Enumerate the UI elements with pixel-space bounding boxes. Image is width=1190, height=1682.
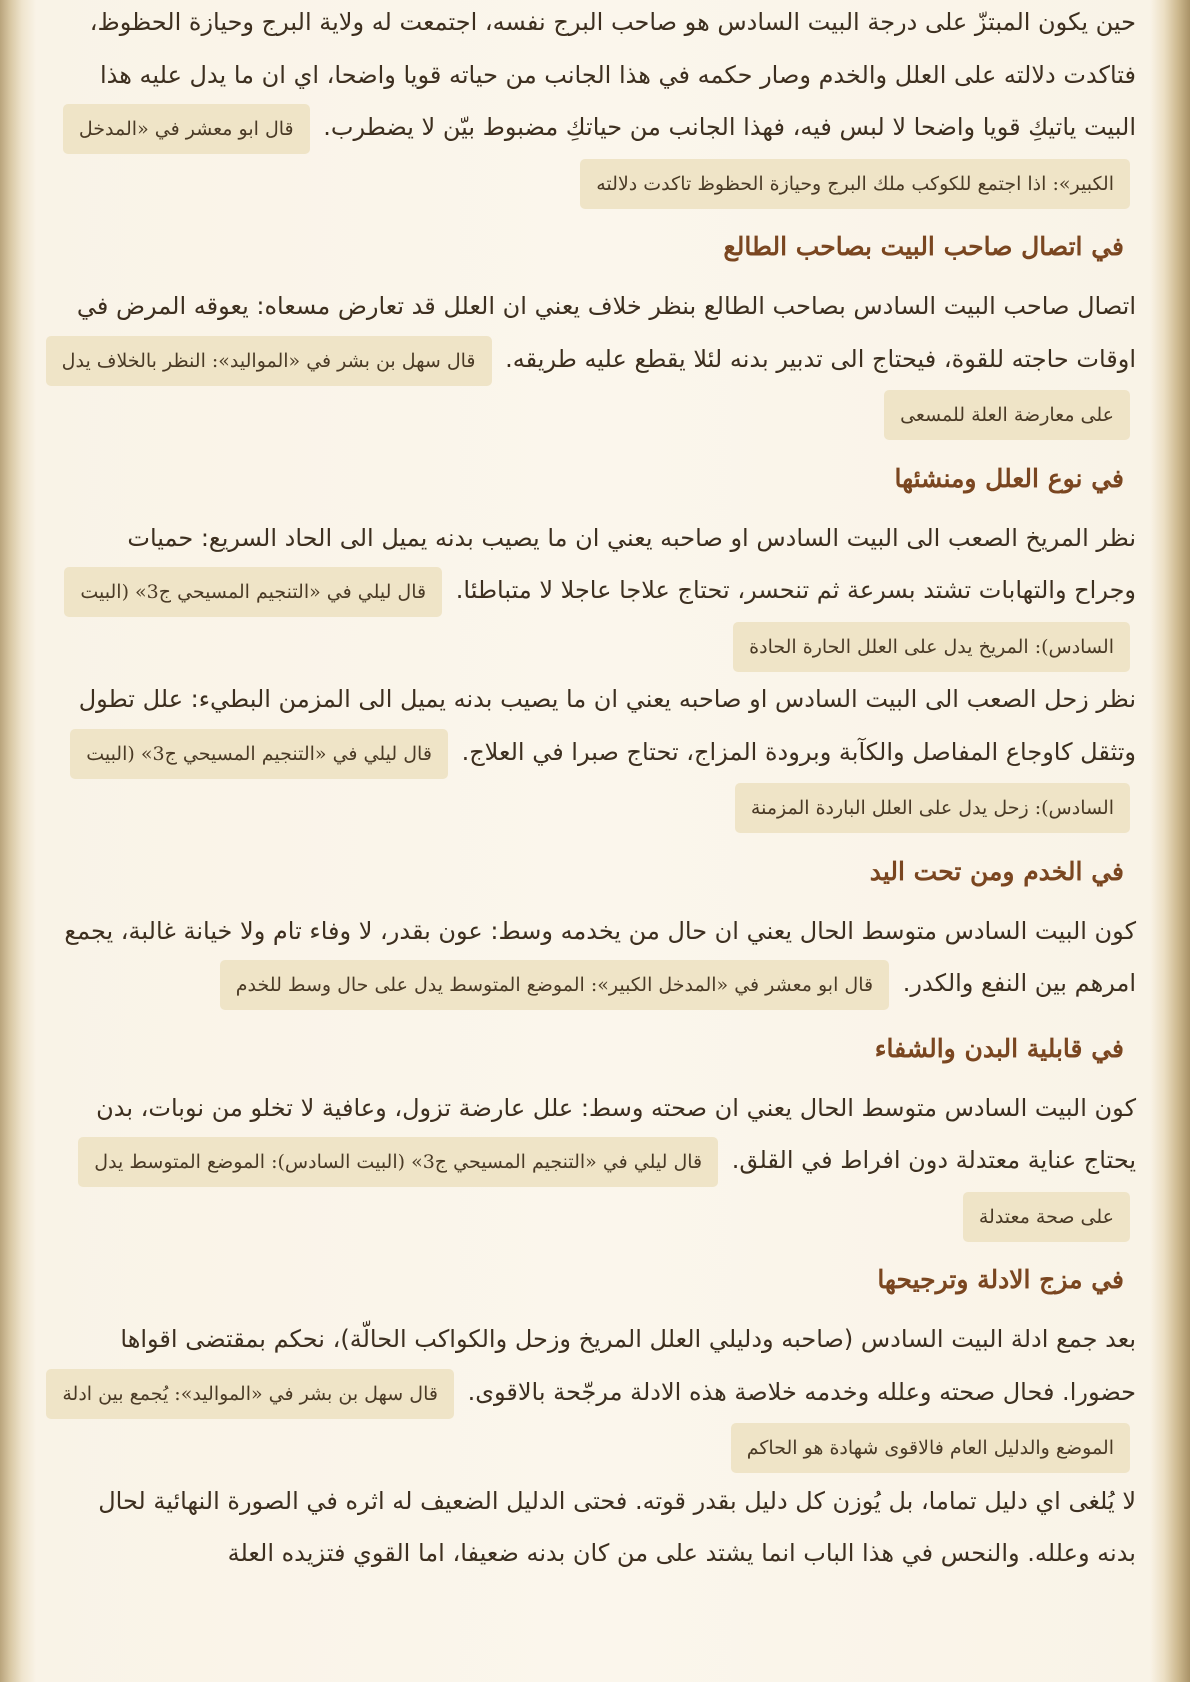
- paragraph-text: نظر زحل الصعب الى البيت السادس او صاحبه يعني ان ما يصيب بدنه يميل الى المزمن البطيء: علل تطول وتثقل كاوجاع المفاصل والكآبة وبرودة المزاج، تحتاج صبرا في العلاج.: [78, 685, 1136, 766]
- paragraph-text: نظر المريخ الصعب الى البيت السادس او صاحبه يعني ان ما يصيب بدنه يميل الى الحاد السريع: حميات وجراح والتهابات تشتد بسرعة ثم تنحسر، تحتاج علاجا عاجلا لا متباطئا.: [127, 523, 1136, 604]
- citation-note: قال ابو معشر في «المدخل الكبير»: الموضع المتوسط يدل على حال وسط للخدم: [220, 960, 889, 1010]
- section-heading: في اتصال صاحب البيت بصاحب الطالع: [723, 232, 1124, 261]
- body-paragraph: [58, 905, 1136, 1012]
- body-paragraph: [58, 280, 1136, 442]
- section-heading: في مزج الادلة وترجيحها: [877, 1265, 1124, 1294]
- section-heading: في الخدم ومن تحت اليد: [869, 856, 1124, 886]
- citation-note: قال ليلي في «التنجيم المسيحي ج3» (البيت السادس): المريخ يدل على العلل الحارة الحادة: [64, 567, 1130, 672]
- paragraph-text: اتصال صاحب البيت السادس بصاحب الطالع بنظر خلاف يعني ان العلل قد تعارض مسعاه: يعوقه المرض في اوقات حاجته للقوة، فيحتاج الى تدبير بدنه لئلا يقطع عليه طريقه.: [76, 292, 1136, 373]
- body-paragraph: [58, 1475, 1136, 1580]
- section-heading: في قابلية البدن والشفاء: [874, 1033, 1124, 1063]
- body-paragraph: [58, 512, 1136, 674]
- citation-note: قال سهل بن بشر في «المواليد»: يُجمع بين ادلة الموضع والدليل العام فالاقوى شهادة هو الحاكم: [46, 1369, 1130, 1474]
- paragraph-text: لا يُلغى اي دليل تماما، بل يُوزن كل دليل بقدر قوته. فحتى الدليل الضعيف له اثره في الصورة النهائية لحال بدنه وعلله. والنحس في هذا الباب انما يشتد على من كان بدنه ضعيفا، اما القوي فتزيده العلة: [98, 1486, 1136, 1567]
- citation-note: قال ليلي في «التنجيم المسيحي ج3» (البيت السادس): زحل يدل على العلل الباردة المزمنة: [70, 729, 1130, 834]
- citation-note: قال سهل بن بشر في «المواليد»: النظر بالخلاف يدل على معارضة العلة للمسعى: [46, 336, 1130, 441]
- citation-note: قال ليلي في «التنجيم المسيحي ج3» (البيت السادس): الموضع المتوسط يدل على صحة معتدلة: [78, 1137, 1130, 1242]
- paragraph-text: بعد جمع ادلة البيت السادس (صاحبه ودليلي العلل المريخ وزحل والكواكب الحالّة)، نحكم بمقتضى اقواها حضورا. فحال صحته وعلله وخدمه خلاصة هذه الادلة مرجّحة بالاقوى.: [120, 1325, 1136, 1406]
- body-paragraph: [58, 0, 1136, 210]
- citation-note: قال ابو معشر في «المدخل الكبير»: اذا اجتمع للكوكب ملك البرج وحيازة الحظوظ تاكدت دلالته: [63, 104, 1130, 209]
- paragraph-text: حين يكون المبتزّ على درجة البيت السادس هو صاحب البرج نفسه، اجتمعت له ولاية البرج وحيازة الحظوظ، فتاكدت دلالته على العلل والخدم وصار حكمه في هذا الجانب من حياته قويا واضحا، اي ان ما يدل عليه هذا البيت ياتيكِ قويا واضحا لا لبس فيه، فهذا الجانب من حياتكِ مضبوط بيّن لا يضطرب.: [89, 8, 1136, 141]
- section-heading: في نوع العلل ومنشئها: [894, 463, 1124, 493]
- body-paragraph: [58, 1313, 1136, 1475]
- paragraph-text: كون البيت السادس متوسط الحال يعني ان صحته وسط: علل عارضة تزول، وعافية لا تخلو من نوبات، بدن يحتاج عناية معتدلة دون افراط في القلق.: [96, 1093, 1136, 1174]
- body-paragraph: [58, 1082, 1136, 1244]
- body-paragraph: [58, 673, 1136, 835]
- document-body: [58, 0, 1136, 1580]
- paragraph-text: كون البيت السادس متوسط الحال يعني ان حال من يخدمه وسط: عون بقدر، لا وفاء تام ولا خيانة غالبة، يجمع امرهم بين النفع والكدر.: [64, 916, 1136, 997]
